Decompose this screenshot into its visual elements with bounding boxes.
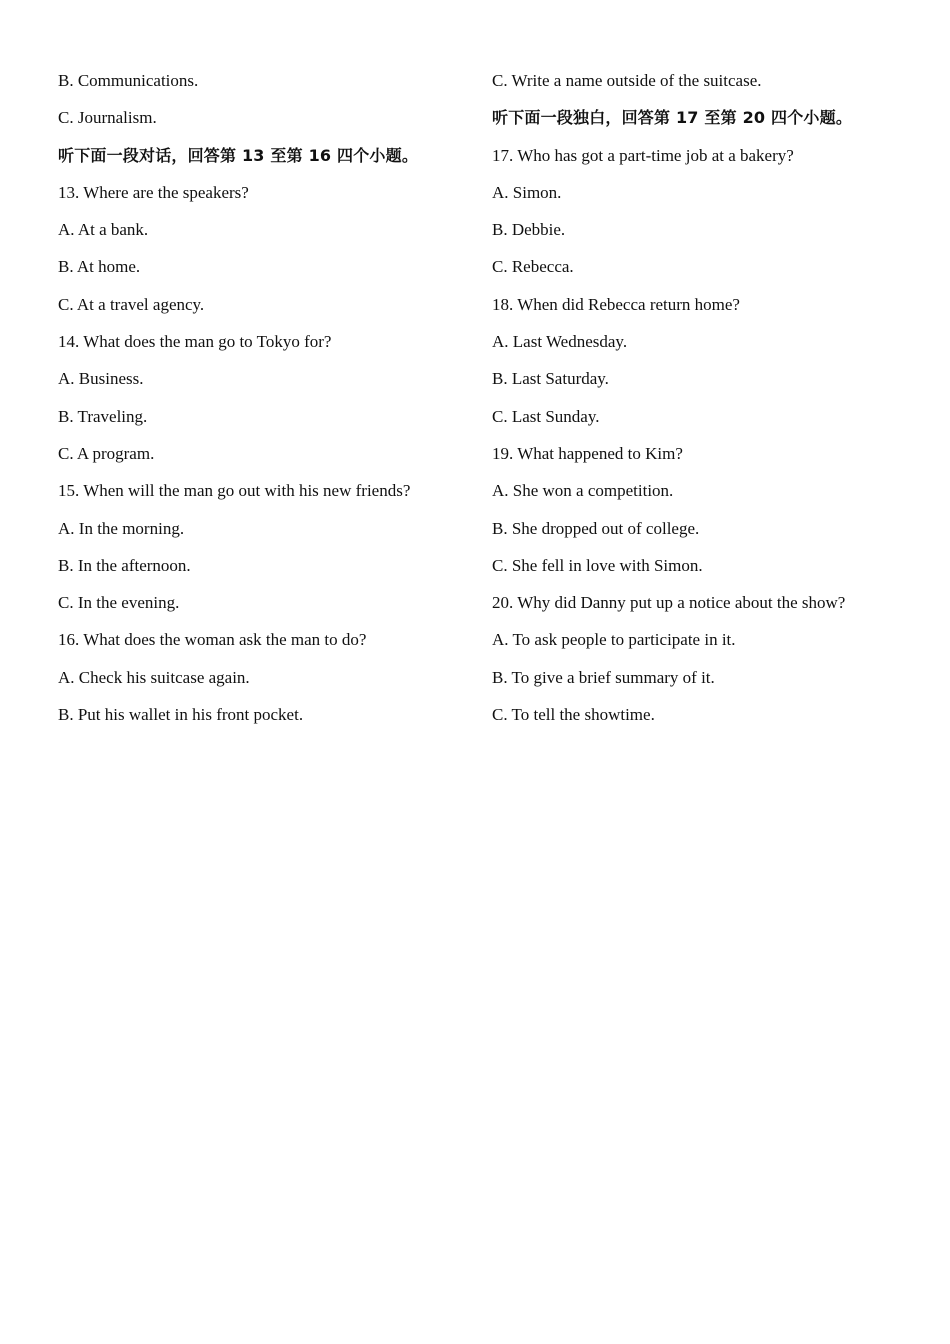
option-line: A. In the morning.	[58, 518, 185, 538]
option-line: C. In the evening.	[58, 593, 180, 613]
option-line: A. She won a competition.	[492, 481, 674, 501]
option-line: B. Last Saturday.	[492, 369, 609, 389]
option-line: A. Last Wednesday.	[492, 332, 628, 352]
option-line: B. Communications.	[58, 71, 199, 90]
option-line: C. She fell in love with Simon.	[492, 555, 703, 575]
option-line: C. Journalism.	[58, 108, 157, 128]
option-line: C. A program.	[58, 443, 155, 463]
question-16: 16. What does the woman ask the man to do?	[58, 630, 367, 650]
option-line: C. At a travel agency.	[58, 294, 205, 314]
option-line: A. Simon.	[492, 182, 562, 202]
option-line: B. Traveling.	[58, 406, 148, 426]
question-19: 19. What happened to Kim?	[492, 443, 683, 463]
option-line: A. At a bank.	[58, 220, 149, 240]
option-line: C. Last Sunday.	[492, 406, 600, 426]
option-line: A. To ask people to participate in it.	[492, 630, 736, 650]
question-17: 17. Who has got a part-time job at a bakery?	[492, 145, 794, 165]
option-line: C. To tell the showtime.	[492, 705, 655, 725]
option-line: B. Put his wallet in his front pocket.	[58, 705, 304, 725]
right-column	[492, 62, 922, 733]
section-instruction: 听下面一段对话，回答第 13 至第 16 四个小题。	[58, 145, 419, 165]
option-line: C. Write a name outside of the suitcase.	[492, 71, 762, 90]
question-20: 20. Why did Danny put up a notice about the show?	[492, 593, 846, 613]
option-line: B. In the afternoon.	[58, 555, 191, 575]
option-line: C. Rebecca.	[492, 257, 574, 277]
option-line: A. Business.	[58, 369, 144, 389]
question-14: 14. What does the man go to Tokyo for?	[58, 332, 332, 352]
option-line: B. Debbie.	[492, 220, 566, 240]
section-instruction: 听下面一段独白，回答第 17 至第 20 四个小题。	[492, 108, 853, 128]
option-line: B. To give a brief summary of it.	[492, 667, 715, 687]
question-15: 15. When will the man go out with his new friends?	[58, 481, 411, 501]
option-line: B. She dropped out of college.	[492, 518, 700, 538]
option-line: B. At home.	[58, 257, 141, 277]
option-line: A. Check his suitcase again.	[58, 667, 250, 687]
question-13: 13. Where are the speakers?	[58, 182, 249, 202]
question-18: 18. When did Rebecca return home?	[492, 294, 740, 314]
left-column	[58, 62, 478, 733]
